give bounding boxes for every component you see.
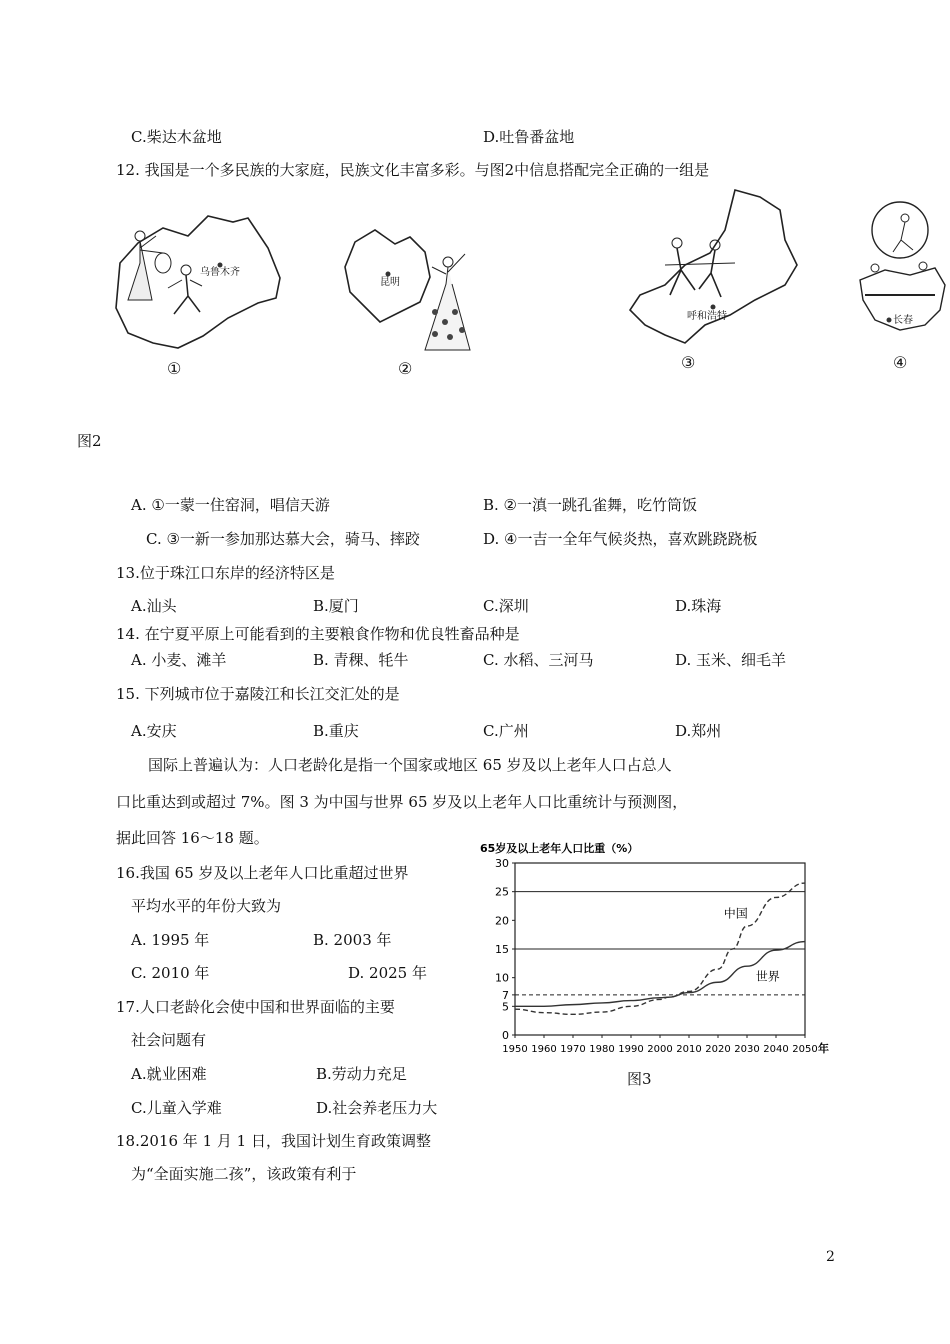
q14-option-c: C. 水稻、三河马: [483, 651, 594, 669]
q15-stem: 15. 下列城市位于嘉陵江和长江交汇处的是: [116, 685, 400, 703]
xinjiang-map-illustration: [108, 208, 293, 358]
q12-option-c: C. ③一新一参加那达慕大会，骑马、摔跤: [146, 530, 420, 548]
intro-line-2: 口比重达到或超过 7%。图 3 为中国与世界 65 岁及以上老年人口比重统计与预测图，: [116, 793, 688, 811]
q15-option-c: C.广州: [483, 722, 529, 740]
map3-number: ③: [681, 353, 696, 372]
x-tick-label: 2020: [705, 1044, 731, 1055]
series-label: 世界: [755, 969, 780, 984]
q13-stem: 13.位于珠江口东岸的经济特区是: [116, 564, 335, 582]
map4-number: ④: [893, 353, 908, 372]
jilin-map-illustration: [855, 200, 947, 350]
q14-stem: 14. 在宁夏平原上可能看到的主要粮食作物和优良牲畜品种是: [116, 625, 520, 643]
y-tick-label: 25: [495, 885, 509, 899]
q16-option-a: A. 1995 年: [131, 931, 210, 949]
q17-stem-line-1: 17.人口老龄化会使中国和世界面临的主要: [116, 998, 395, 1016]
figure-3-label: 图3: [627, 1070, 652, 1088]
q13-option-b: B.厦门: [313, 597, 359, 615]
q18-stem-line-1: 18.2016 年 1 月 1 日，我国计划生育政策调整: [116, 1132, 431, 1150]
q12-option-a: A. ①一蒙一住窑洞，唱信天游: [131, 496, 330, 514]
map1-number: ①: [167, 359, 182, 378]
map3-city-label: 呼和浩特: [687, 311, 727, 322]
x-tick-label: 1990: [618, 1044, 644, 1055]
q17-option-a: A.就业困难: [131, 1065, 207, 1083]
x-tick-label: 1960: [531, 1044, 557, 1055]
intro-line-3: 据此回答 16～18 题。: [116, 829, 269, 847]
q15-option-b: B.重庆: [313, 722, 359, 740]
q17-option-d: D.社会养老压力大: [316, 1099, 438, 1117]
y-tick-label: 0: [502, 1029, 509, 1042]
x-tick-label: 2040: [763, 1044, 789, 1055]
q13-option-a: A.汕头: [131, 597, 177, 615]
q13-option-d: D.珠海: [675, 597, 722, 615]
y-tick-label: 10: [495, 971, 509, 985]
x-tick-label: 1970: [560, 1044, 586, 1055]
q16-option-d: D. 2025 年: [348, 964, 427, 982]
y-tick-label: 15: [495, 943, 509, 956]
x-tick-label: 2010: [676, 1044, 702, 1055]
y-tick-label: 30: [495, 857, 509, 870]
q12-option-b: B. ②一滇一跳孔雀舞，吃竹筒饭: [483, 496, 698, 514]
q13-option-c: C.深圳: [483, 597, 529, 615]
x-unit-label: 年: [818, 1042, 829, 1055]
map4-city-label: 长春: [893, 315, 913, 326]
y-tick-label: 20: [495, 914, 509, 928]
q18-stem-line-2: 为“全面实施二孩”，该政策有利于: [131, 1165, 357, 1183]
inner-mongolia-map-illustration: [625, 185, 805, 355]
series-label: 中国: [723, 906, 748, 921]
x-tick-label: 1950: [502, 1044, 528, 1055]
q11-option-d: D.吐鲁番盆地: [483, 128, 575, 146]
q14-option-a: A. 小麦、滩羊: [131, 651, 227, 669]
q14-option-b: B. 青稞、牦牛: [313, 651, 409, 669]
q12-option-d: D. ④一吉一全年气候炎热，喜欢跳跷跷板: [483, 530, 758, 548]
q17-option-b: B.劳动力充足: [316, 1065, 407, 1083]
yunnan-map-illustration: [340, 222, 480, 357]
y-tick-label: 7: [502, 988, 509, 1002]
x-tick-label: 2050: [792, 1044, 818, 1055]
figure-3-chart: [478, 838, 850, 1060]
q16-stem-line-2: 平均水平的年份大致为: [131, 897, 282, 915]
q11-option-c: C.柴达木盆地: [131, 128, 222, 146]
q15-option-a: A.安庆: [131, 722, 177, 740]
q16-option-c: C. 2010 年: [131, 964, 210, 982]
q12-stem: 12. 我国是一个多民族的大家庭，民族文化丰富多彩。与图2中信息搭配完全正确的一组是: [116, 161, 710, 179]
x-tick-label: 2030: [734, 1044, 760, 1055]
x-tick-label: 2000: [647, 1044, 673, 1055]
map2-number: ②: [398, 359, 413, 378]
q16-option-b: B. 2003 年: [313, 931, 392, 949]
q17-option-c: C.儿童入学难: [131, 1099, 222, 1117]
map1-city-label: 乌鲁木齐: [200, 267, 240, 278]
q15-option-d: D.郑州: [675, 722, 722, 740]
q17-stem-line-2: 社会问题有: [131, 1031, 207, 1049]
q14-option-d: D. 玉米、细毛羊: [675, 651, 787, 669]
aging-chart-svg: [478, 838, 850, 1060]
figure-2-label: 图2: [77, 432, 102, 450]
page-number: 2: [826, 1249, 835, 1265]
y-tick-label: 5: [502, 1000, 509, 1014]
map2-city-label: 昆明: [380, 277, 400, 288]
chart-title: 65岁及以上老年人口比重（%）: [480, 842, 639, 855]
q16-stem-line-1: 16.我国 65 岁及以上老年人口比重超过世界: [116, 864, 409, 882]
x-tick-label: 1980: [589, 1044, 615, 1055]
intro-line-1: 国际上普遍认为：人口老龄化是指一个国家或地区 65 岁及以上老年人口占总人: [148, 756, 672, 774]
